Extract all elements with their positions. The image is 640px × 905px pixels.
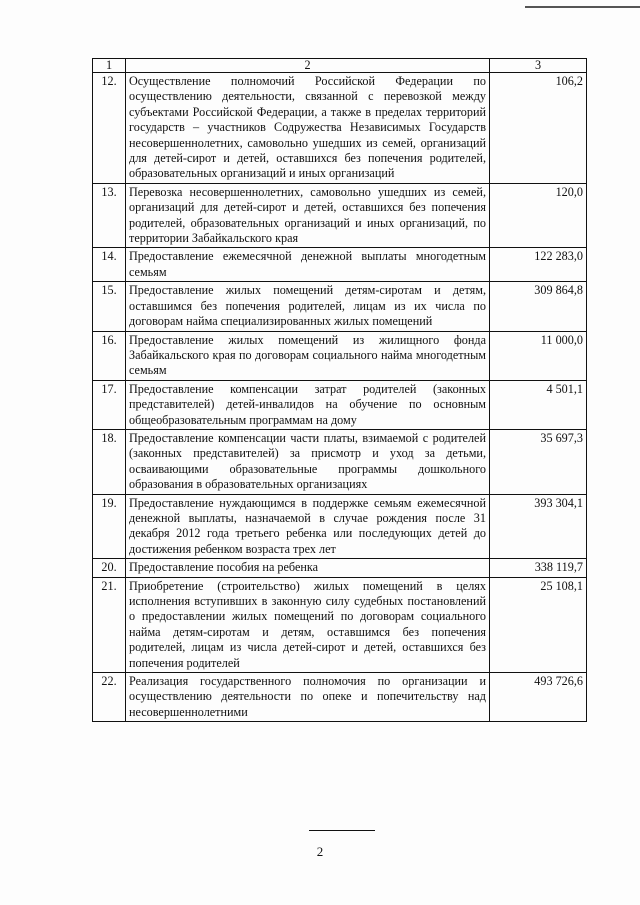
table-row bbox=[93, 577, 587, 672]
row-description: Перевозка несовершеннолетних, самовольно ушедших из семей, организаций для детей-сирот и детей, оставшихся без попечения родителей, образовательных организаций и иных организаций, по территории Забайкальского края bbox=[126, 183, 490, 248]
row-number: 15. bbox=[93, 282, 126, 331]
row-number: 20. bbox=[93, 559, 126, 577]
row-description: Предоставление компенсации части платы, взимаемой с родителей (законных представителей) за присмотр и уход за детьми, осваивающими образовательные программы дошкольного образования в образовательных организациях bbox=[126, 429, 490, 494]
table-header-row bbox=[93, 59, 587, 73]
row-amount: 393 304,1 bbox=[490, 494, 587, 559]
table-row bbox=[93, 380, 587, 429]
table-row bbox=[93, 494, 587, 559]
row-number: 12. bbox=[93, 73, 126, 184]
row-number: 14. bbox=[93, 248, 126, 282]
table-row bbox=[93, 429, 587, 494]
header-col-3: 3 bbox=[490, 59, 587, 73]
table-row bbox=[93, 73, 587, 184]
row-amount: 25 108,1 bbox=[490, 577, 587, 672]
row-description: Предоставление компенсации затрат родителей (законных представителей) детей-инвалидов на обучение по основным общеобразовательным программам на дому bbox=[126, 380, 490, 429]
table-row bbox=[93, 248, 587, 282]
header-col-1: 1 bbox=[93, 59, 126, 73]
row-amount: 106,2 bbox=[490, 73, 587, 184]
row-description: Приобретение (строительство) жилых помещений в целях исполнения вступивших в законную силу судебных постановлений о предоставлении жилых помещений по договорам социального найма детям-сиротам и детям, оставшимся без попечения родителей, лицам из числа детей-сирот и детей, оставшихся без попечения родителей bbox=[126, 577, 490, 672]
row-description: Предоставление жилых помещений детям-сиротам и детям, оставшимся без попечения родителей, лицам из их числа по договорам найма специализированных жилых помещений bbox=[126, 282, 490, 331]
row-number: 19. bbox=[93, 494, 126, 559]
row-description: Предоставление жилых помещений из жилищного фонда Забайкальского края по договорам социального найма многодетным семьям bbox=[126, 331, 490, 380]
row-description: Предоставление пособия на ребенка bbox=[126, 559, 490, 577]
table-row bbox=[93, 183, 587, 248]
row-description: Реализация государственного полномочия по организации и осуществлению деятельности по опеке и попечительству над несовершеннолетними bbox=[126, 673, 490, 722]
row-amount: 122 283,0 bbox=[490, 248, 587, 282]
header-col-2: 2 bbox=[126, 59, 490, 73]
row-description: Осуществление полномочий Российской Федерации по осуществлению деятельности, связанной с перевозкой между субъектами Российской Федерации, а также в пределах территорий государств – участников Содружества Независимых Государств несовершеннолетних, самовольно ушедших из семей, организаций для детей-сирот и детей, оставшихся без попечения родителей, образовательных организаций и иных организаций bbox=[126, 73, 490, 184]
row-number: 17. bbox=[93, 380, 126, 429]
row-amount: 35 697,3 bbox=[490, 429, 587, 494]
row-amount: 4 501,1 bbox=[490, 380, 587, 429]
row-description: Предоставление ежемесячной денежной выплаты многодетным семьям bbox=[126, 248, 490, 282]
row-description: Предоставление нуждающимся в поддержке семьям ежемесячной денежной выплаты, назначаемой в случае рождения после 31 декабря 2012 года третьего ребенка или последующих детей до достижения ребенком возраста трех лет bbox=[126, 494, 490, 559]
footer-rule bbox=[309, 830, 375, 831]
table-row bbox=[93, 282, 587, 331]
table-row bbox=[93, 673, 587, 722]
corner-scan-mark bbox=[525, 6, 640, 8]
row-amount: 120,0 bbox=[490, 183, 587, 248]
row-number: 13. bbox=[93, 183, 126, 248]
budget-table bbox=[92, 58, 587, 722]
row-number: 22. bbox=[93, 673, 126, 722]
row-amount: 309 864,8 bbox=[490, 282, 587, 331]
table-row bbox=[93, 559, 587, 577]
row-number: 16. bbox=[93, 331, 126, 380]
row-number: 21. bbox=[93, 577, 126, 672]
table-row bbox=[93, 331, 587, 380]
row-amount: 11 000,0 bbox=[490, 331, 587, 380]
row-amount: 338 119,7 bbox=[490, 559, 587, 577]
row-number: 18. bbox=[93, 429, 126, 494]
page-number: 2 bbox=[316, 844, 324, 859]
row-amount: 493 726,6 bbox=[490, 673, 587, 722]
